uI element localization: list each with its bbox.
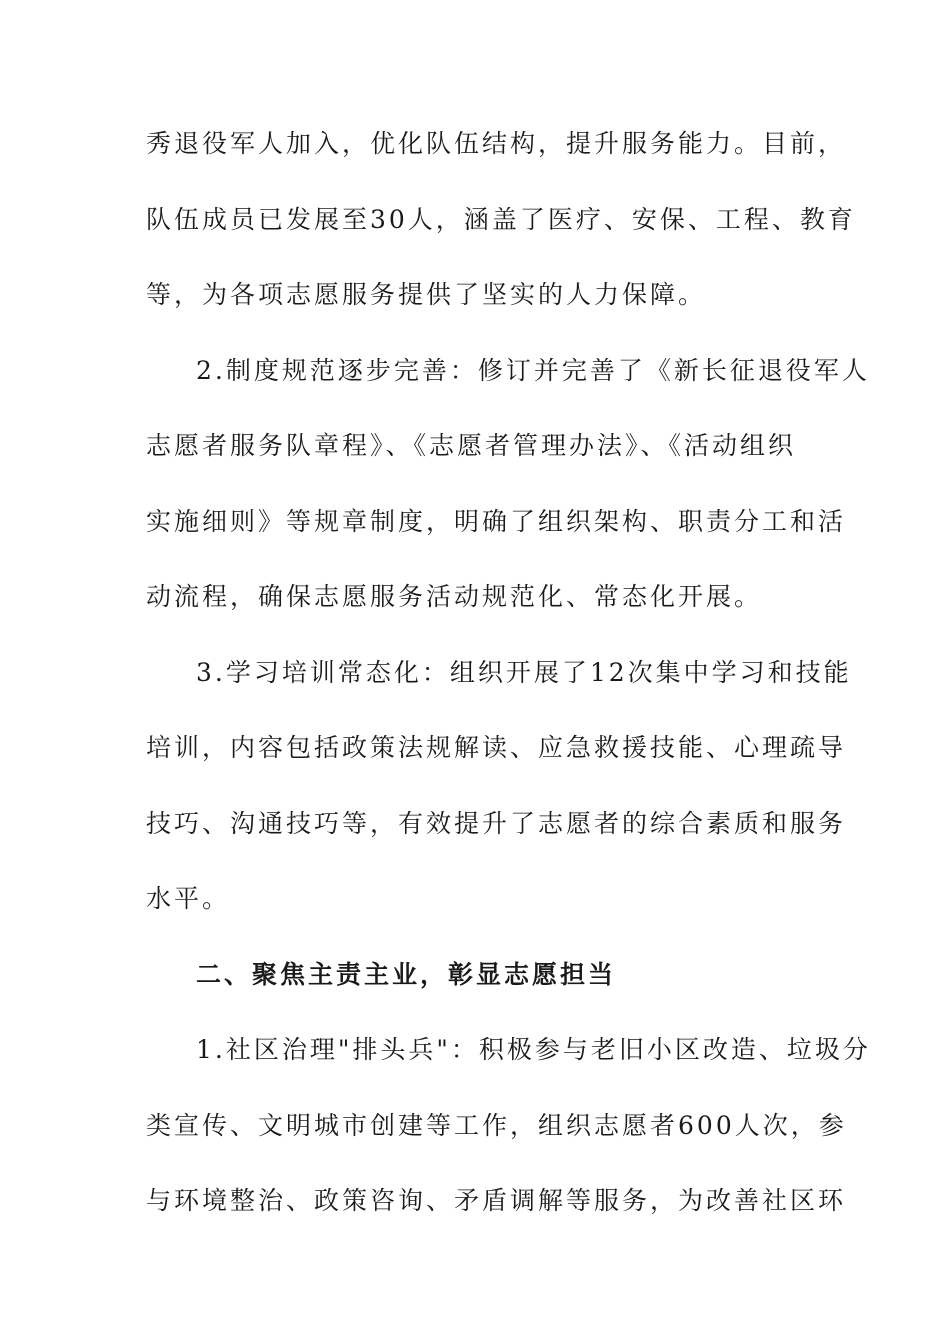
text-line: 与环境整治、政策咨询、矛盾调解等服务，为改善社区环 [146, 1186, 847, 1215]
text-line: 等，为各项志愿服务提供了坚实的人力保障。 [146, 280, 707, 309]
body-text [146, 106, 871, 1239]
text-line: 类宣传、文明城市创建等工作，组织志愿者600人次，参 [146, 1110, 847, 1140]
paragraph-3-line: 3.学习培训常态化：组织开展了12次集中学习和技能 [196, 657, 852, 687]
text-line: 实施细则》等规章制度，明确了组织架构、职责分工和活 [146, 506, 847, 536]
paragraph-2-line: 2.制度规范逐步完善：修订并完善了《新长征退役军人 [196, 355, 870, 385]
text-line: 水平。 [146, 884, 231, 913]
paragraph-1-line: 1.社区治理"排头兵"：积极参与老旧小区改造、垃圾分 [196, 1035, 871, 1064]
text-line: 秀退役军人加入，优化队伍结构，提升服务能力。目前， [146, 129, 847, 158]
text-line: 动流程，确保志愿服务活动规范化、常态化开展。 [146, 582, 763, 611]
text-line: 队伍成员已发展至30人，涵盖了医疗、安保、工程、教育 [146, 204, 856, 234]
text-line: 志愿者服务队章程》、《志愿者管理办法》、《活动组织 [146, 431, 797, 460]
section-heading: 二、聚焦主责主业，彰显志愿担当 [196, 959, 617, 989]
text-line: 技巧、沟通技巧等，有效提升了志愿者的综合素质和服务 [146, 808, 847, 838]
text-line: 培训，内容包括政策法规解读、应急救援技能、心理疏导 [146, 733, 847, 762]
